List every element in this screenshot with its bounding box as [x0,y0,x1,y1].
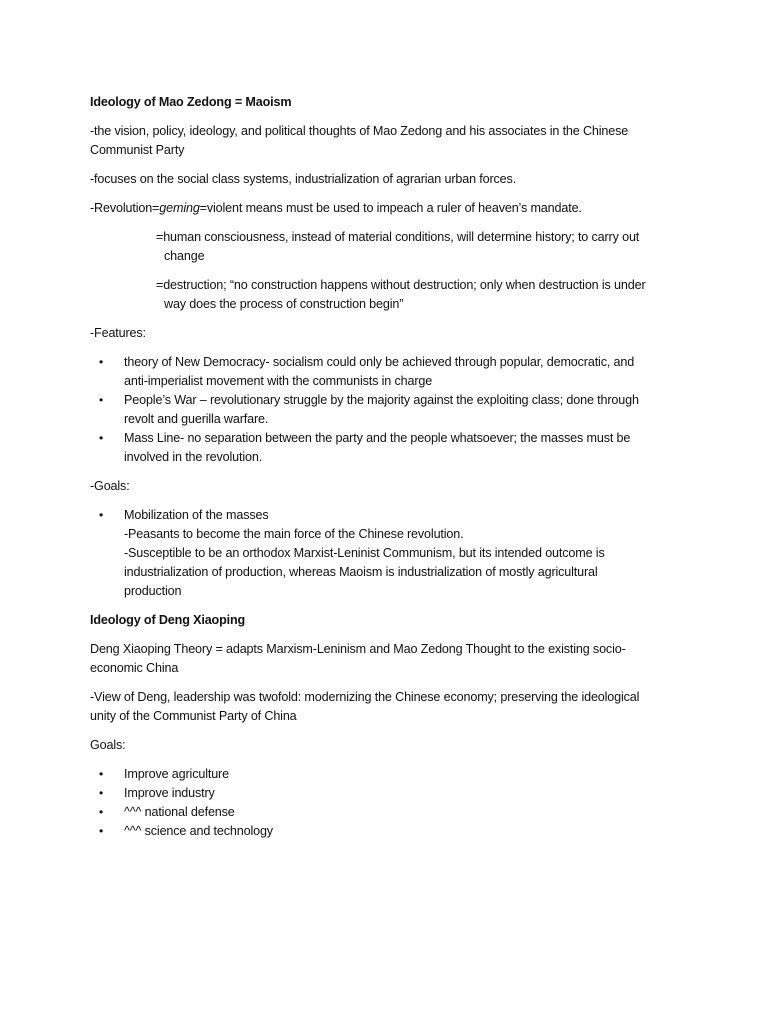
destruction-line-1: =destruction; “no construction happens without destruction; only when destruction is under [156,278,646,292]
list-item [90,506,680,601]
bullet-icon: • [99,824,104,838]
paragraph-consciousness [90,228,680,266]
paragraph-deng-theory [90,640,680,678]
list-item [90,784,680,803]
consciousness-line-1: =human consciousness, instead of material conditions, will determine history; to carry out [156,230,640,244]
paragraph-destruction [90,276,680,314]
feature-line-2: anti-imperialist movement with the communists in charge [124,374,433,388]
goals-list-mao [90,506,680,601]
bullet-icon: • [99,767,104,781]
list-item [90,803,680,822]
section-title-deng: Ideology of Deng Xiaoping [90,613,246,627]
bullet-icon: • [99,805,104,819]
bullet-icon: • [99,786,104,800]
bullet-icon: • [99,508,104,522]
goals-label-mao: -Goals: [90,479,130,493]
deng-theory-line-1: Deng Xiaoping Theory = adapts Marxism-Leninism and Mao Zedong Thought to the existing socio- [90,642,626,656]
goal-sub-3: industrialization of production, whereas Maoism is industrialization of mostly agricultural [124,565,598,579]
list-item [90,765,680,784]
goals-label-deng: Goals: [90,738,126,752]
feature-line-2: revolt and guerilla warfare. [124,412,269,426]
goal-item: ^^^ science and technology [124,824,273,838]
goal-item: ^^^ national defense [124,805,235,819]
feature-line-1: theory of New Democracy- socialism could only be achieved through popular, democratic, and [124,355,635,369]
consciousness-line-2: change [164,249,205,263]
feature-line-1: People’s War – revolutionary struggle by the majority against the exploiting class; done through [124,393,639,407]
document-body [90,93,680,841]
revolution-term: geming [159,201,200,215]
paragraph-deng-view [90,688,680,726]
goals-list-deng [90,765,680,841]
features-label: -Features: [90,326,146,340]
revolution-prefix: -Revolution= [90,201,160,215]
section-title-mao: Ideology of Mao Zedong = Maoism [90,95,292,109]
list-item [90,391,680,429]
goal-item: Improve agriculture [124,767,229,781]
bullet-icon: • [99,355,104,369]
goal-sub-1: -Peasants to become the main force of the Chinese revolution. [124,527,464,541]
features-list [90,353,680,467]
deng-view-line-2: unity of the Communist Party of China [90,709,297,723]
goal-sub-4: production [124,584,182,598]
deng-view-line-1: -View of Deng, leadership was twofold: modernizing the Chinese economy; preserving the ideological [90,690,640,704]
revolution-suffix: =violent means must be used to impeach a ruler of heaven’s mandate. [199,201,582,215]
paragraph-mao-definition: -the vision, policy, ideology, and political thoughts of Mao Zedong and his associates in the Chinese Communist Party [90,124,629,157]
bullet-icon: • [99,393,104,407]
deng-theory-line-2: economic China [90,661,179,675]
goal-sub-2: -Susceptible to be an orthodox Marxist-Leninist Communism, but its intended outcome is [124,546,605,560]
bullet-icon: • [99,431,104,445]
feature-line-2: involved in the revolution. [124,450,263,464]
paragraph-revolution [90,199,680,218]
list-item [90,429,680,467]
goal-item: Improve industry [124,786,215,800]
list-item [90,822,680,841]
goal-main: Mobilization of the masses [124,508,269,522]
destruction-line-2: way does the process of construction begin” [164,297,404,311]
list-item [90,353,680,391]
paragraph-mao-focus: -focuses on the social class systems, industrialization of agrarian urban forces. [90,172,517,186]
feature-line-1: Mass Line- no separation between the party and the people whatsoever; the masses must be [124,431,631,445]
